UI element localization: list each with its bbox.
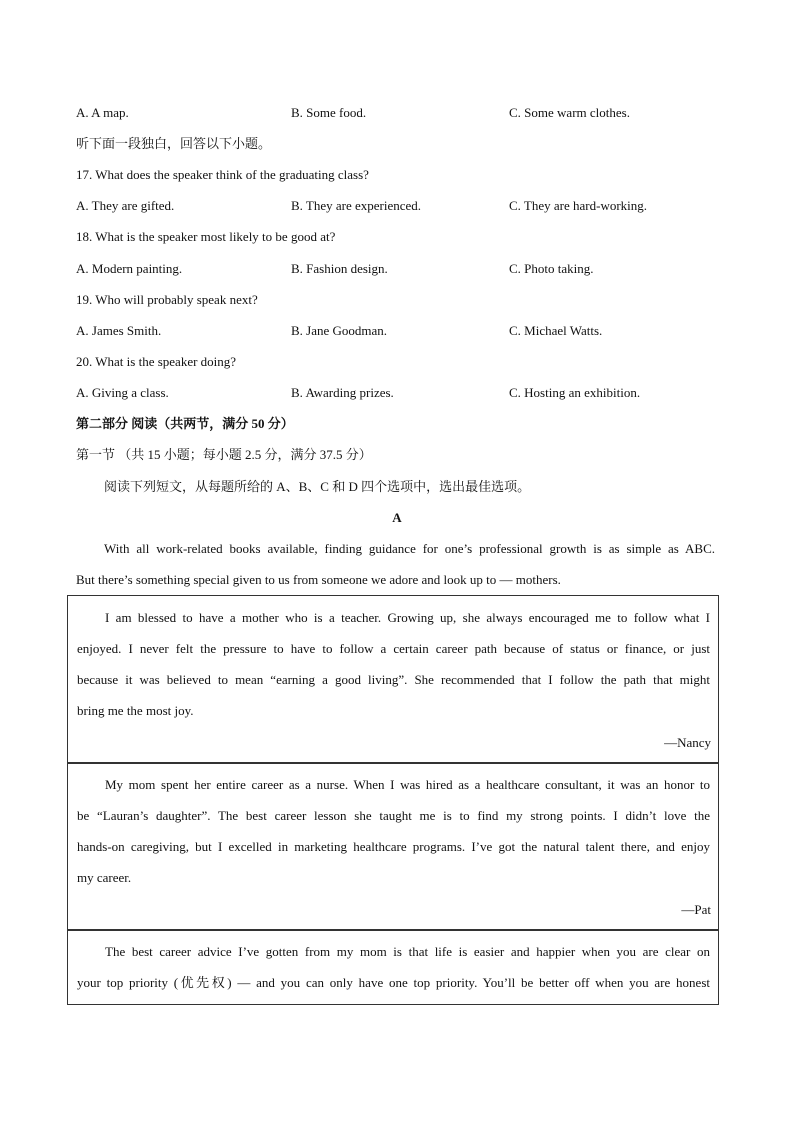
- q20-option-c: C. Hosting an exhibition.: [509, 385, 641, 400]
- testimonial-line: your top priority (优先权) — and you can only have one top priority. You’ll be better off when you are honest: [77, 975, 710, 990]
- section1-title: 第一节 （共 15 小题；每小题 2.5 分，满分 37.5 分）: [76, 447, 372, 462]
- testimonial-line: bring me the most joy.: [77, 703, 194, 718]
- q19-option-b: B. Jane Goodman.: [291, 323, 388, 338]
- q16-option-b: B. Some food.: [291, 105, 367, 120]
- q20-option-b: B. Awarding prizes.: [291, 385, 394, 400]
- testimonial-author: —Nancy: [664, 735, 711, 750]
- testimonial-line: The best career advice I’ve gotten from my mom is that life is easier and happier when you are clear on: [105, 944, 710, 959]
- q20-option-a: A. Giving a class.: [76, 385, 169, 400]
- testimonial-line: hands-on caregiving, but I excelled in marketing healthcare programs. I’ve got the natural talent there, and enjoy: [77, 839, 710, 854]
- testimonial-line: My mom spent her entire career as a nurse. When I was hired as a healthcare consultant, it was an honor to: [105, 777, 710, 792]
- intro-line-2: But there’s something special given to us from someone we adore and look up to — mothers.: [76, 572, 561, 587]
- question-17-stem: 17. What does the speaker think of the graduating class?: [76, 167, 369, 182]
- q19-option-a: A. James Smith.: [76, 323, 162, 338]
- testimonial-line: be “Lauran’s daughter”. The best career lesson she taught me is to find my strong points. I didn’t love the: [77, 808, 710, 823]
- q18-option-c: C. Photo taking.: [509, 261, 594, 276]
- q17-option-c: C. They are hard-working.: [509, 198, 648, 213]
- testimonial-author: —Pat: [681, 902, 711, 917]
- reading-instruction: 阅读下列短文，从每题所给的 A、B、C 和 D 四个选项中，选出最佳选项。: [104, 479, 531, 494]
- testimonial-box-3: [67, 929, 719, 1005]
- intro-line-1: With all work-related books available, finding guidance for one’s professional growth is as simple as ABC.: [104, 541, 715, 556]
- testimonial-line: I am blessed to have a mother who is a teacher. Growing up, she always encouraged me to follow what I: [105, 610, 710, 625]
- part2-title: 第二部分 阅读（共两节，满分 50 分）: [76, 416, 294, 431]
- q17-option-a: A. They are gifted.: [76, 198, 175, 213]
- q18-option-a: A. Modern painting.: [76, 261, 183, 276]
- q19-option-c: C. Michael Watts.: [509, 323, 603, 338]
- question-19-stem: 19. Who will probably speak next?: [76, 292, 258, 307]
- q16-option-c: C. Some warm clothes.: [509, 105, 630, 120]
- testimonial-line: because it was believed to mean “earning a good living”. She recommended that I follow the path that might: [77, 672, 710, 687]
- testimonial-box-nancy: [67, 595, 719, 764]
- testimonial-box-pat: [67, 762, 719, 931]
- passage-label: A: [392, 510, 402, 525]
- q17-option-b: B. They are experienced.: [291, 198, 422, 213]
- testimonial-line: my career.: [77, 870, 132, 885]
- monologue-instruction: 听下面一段独白，回答以下小题。: [76, 136, 272, 151]
- q16-option-a: A. A map.: [76, 105, 129, 120]
- question-20-stem: 20. What is the speaker doing?: [76, 354, 237, 369]
- question-18-stem: 18. What is the speaker most likely to be good at?: [76, 229, 336, 244]
- testimonial-line: enjoyed. I never felt the pressure to have to follow a certain career path because of status or finance, or just: [77, 641, 710, 656]
- q18-option-b: B. Fashion design.: [291, 261, 388, 276]
